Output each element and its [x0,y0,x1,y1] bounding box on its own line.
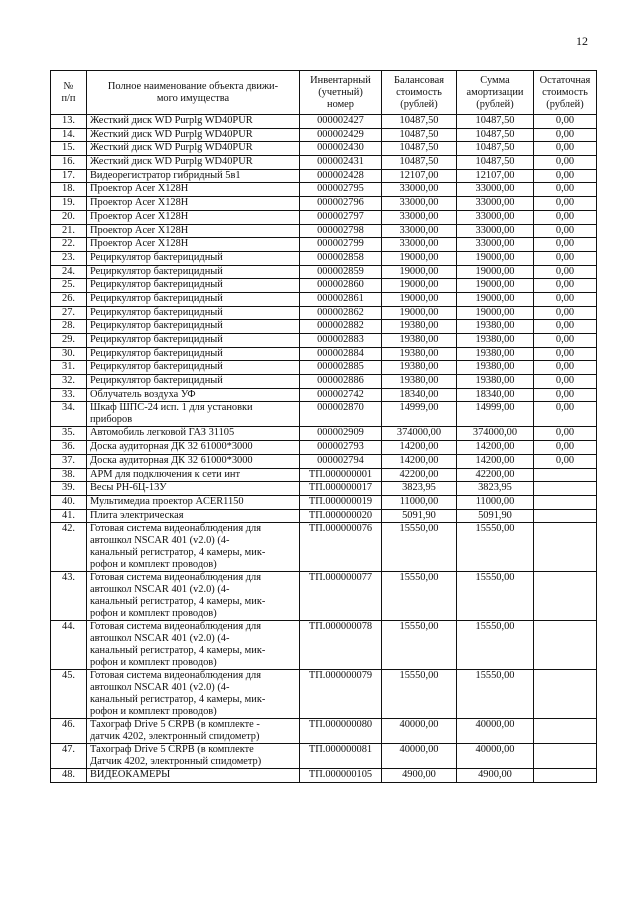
row-amortization: 19380,00 [457,347,534,361]
row-amortization: 40000,00 [457,719,534,744]
row-residual-value: 0,00 [534,251,597,265]
row-residual-value: 0,00 [534,224,597,238]
row-balance-value: 19000,00 [382,265,457,279]
table-row [51,265,597,279]
row-name: Готовая система видеонаблюдения для автошкол NSCAR 401 (v2.0) (4- канальный регистратор, 4 камеры, мик- рофон и комплект проводов) [87,621,300,670]
row-amortization: 33000,00 [457,224,534,238]
row-residual-value [534,744,597,769]
row-balance-value: 10487,50 [382,115,457,129]
row-balance-value: 19380,00 [382,375,457,389]
header-name: Полное наименование объекта движи- мого имущества [87,71,300,115]
row-inventory-number: ТП.000000081 [300,744,382,769]
header-balance-value: Балансовая стоимость (рублей) [382,71,457,115]
table-row [51,156,597,170]
row-name: Видеорегистратор гибридный 5в1 [87,169,300,183]
row-amortization: 19000,00 [457,265,534,279]
table-row [51,210,597,224]
row-residual-value: 0,00 [534,306,597,320]
table-row [51,495,597,509]
row-balance-value: 19000,00 [382,292,457,306]
row-residual-value: 0,00 [534,320,597,334]
row-residual-value: 0,00 [534,238,597,252]
row-name: Рециркулятор бактерицидный [87,320,300,334]
row-number: 45. [51,670,87,719]
row-number: 46. [51,719,87,744]
row-residual-value [534,621,597,670]
table-row [51,482,597,496]
row-amortization: 10487,50 [457,128,534,142]
row-balance-value: 33000,00 [382,210,457,224]
row-name: Шкаф ШПС-24 исп. 1 для установки приборов [87,402,300,427]
row-amortization: 19000,00 [457,292,534,306]
table-row [51,224,597,238]
table-row [51,320,597,334]
row-balance-value: 19380,00 [382,361,457,375]
row-inventory-number: ТП.000000076 [300,523,382,572]
table-row [51,670,597,719]
row-name: Плита электрическая [87,509,300,523]
row-balance-value: 18340,00 [382,388,457,402]
table-row [51,306,597,320]
row-number: 34. [51,402,87,427]
row-inventory-number: 000002796 [300,197,382,211]
row-residual-value: 0,00 [534,441,597,455]
row-amortization: 19380,00 [457,361,534,375]
row-inventory-number: 000002428 [300,169,382,183]
row-inventory-number: 000002429 [300,128,382,142]
row-name: Рециркулятор бактерицидный [87,279,300,293]
row-inventory-number: 000002862 [300,306,382,320]
row-inventory-number: ТП.000000078 [300,621,382,670]
table-row [51,251,597,265]
row-amortization: 19380,00 [457,375,534,389]
row-balance-value: 12107,00 [382,169,457,183]
table-row [51,361,597,375]
row-balance-value: 33000,00 [382,238,457,252]
row-inventory-number: 000002882 [300,320,382,334]
row-number: 28. [51,320,87,334]
row-balance-value: 15550,00 [382,670,457,719]
row-amortization: 15550,00 [457,523,534,572]
row-amortization: 14200,00 [457,454,534,468]
row-residual-value: 0,00 [534,292,597,306]
row-residual-value: 0,00 [534,169,597,183]
row-inventory-number: ТП.000000001 [300,468,382,482]
row-name: Рециркулятор бактерицидный [87,251,300,265]
header-inventory-number: Инвентарный (учетный) номер [300,71,382,115]
row-balance-value: 19000,00 [382,306,457,320]
row-name: Рециркулятор бактерицидный [87,375,300,389]
table-row [51,427,597,441]
row-residual-value: 0,00 [534,210,597,224]
row-name: Готовая система видеонаблюдения для автошкол NSCAR 401 (v2.0) (4- канальный регистратор, 4 камеры, мик- рофон и комплект проводов) [87,670,300,719]
row-name: Рециркулятор бактерицидный [87,265,300,279]
row-amortization: 10487,50 [457,156,534,170]
row-amortization: 10487,50 [457,115,534,129]
row-balance-value: 19380,00 [382,320,457,334]
row-inventory-number: 000002909 [300,427,382,441]
row-name: Жесткий диск WD Purplg WD40PUR [87,156,300,170]
row-number: 27. [51,306,87,320]
row-residual-value: 0,00 [534,279,597,293]
row-residual-value: 0,00 [534,334,597,348]
row-residual-value: 0,00 [534,156,597,170]
table-row [51,128,597,142]
row-balance-value: 40000,00 [382,744,457,769]
row-number: 40. [51,495,87,509]
row-inventory-number: 000002858 [300,251,382,265]
row-inventory-number: ТП.000000080 [300,719,382,744]
row-name: АРМ для подключения к сети инт [87,468,300,482]
row-inventory-number: ТП.000000079 [300,670,382,719]
row-name: Доска аудиторная ДК 32 61000*3000 [87,441,300,455]
table-row [51,334,597,348]
table-row [51,169,597,183]
row-inventory-number: ТП.000000077 [300,572,382,621]
row-residual-value: 0,00 [534,375,597,389]
row-residual-value: 0,00 [534,128,597,142]
row-residual-value [534,482,597,496]
row-name: Проектор Acer X128H [87,210,300,224]
row-number: 26. [51,292,87,306]
row-number: 30. [51,347,87,361]
row-inventory-number: 000002742 [300,388,382,402]
row-number: 22. [51,238,87,252]
table-row [51,142,597,156]
row-balance-value: 11000,00 [382,495,457,509]
row-number: 35. [51,427,87,441]
row-balance-value: 374000,00 [382,427,457,441]
row-number: 44. [51,621,87,670]
row-name: Весы РН-6Ц-13У [87,482,300,496]
row-number: 14. [51,128,87,142]
table-row [51,292,597,306]
row-amortization: 14999,00 [457,402,534,427]
row-residual-value [534,523,597,572]
row-inventory-number: 000002430 [300,142,382,156]
row-name: ВИДЕОКАМЕРЫ [87,769,300,783]
table-row [51,183,597,197]
table-row [51,454,597,468]
row-number: 15. [51,142,87,156]
row-residual-value [534,769,597,783]
row-amortization: 10487,50 [457,142,534,156]
row-name: Жесткий диск WD Purplg WD40PUR [87,142,300,156]
table-row [51,402,597,427]
row-inventory-number: 000002794 [300,454,382,468]
row-inventory-number: 000002885 [300,361,382,375]
row-name: Доска аудиторная ДК 32 61000*3000 [87,454,300,468]
row-amortization: 42200,00 [457,468,534,482]
row-inventory-number: 000002860 [300,279,382,293]
row-residual-value [534,468,597,482]
row-balance-value: 10487,50 [382,156,457,170]
row-name: Рециркулятор бактерицидный [87,334,300,348]
table-row [51,347,597,361]
row-amortization: 11000,00 [457,495,534,509]
row-balance-value: 14999,00 [382,402,457,427]
row-name: Проектор Acer X128H [87,183,300,197]
row-residual-value: 0,00 [534,265,597,279]
row-balance-value: 19000,00 [382,251,457,265]
row-amortization: 33000,00 [457,238,534,252]
row-name: Автомобиль легковой ГАЗ 31105 [87,427,300,441]
row-residual-value [534,509,597,523]
row-residual-value [534,495,597,509]
row-name: Облучатель воздуха УФ [87,388,300,402]
property-table [50,70,597,783]
row-residual-value: 0,00 [534,142,597,156]
row-amortization: 33000,00 [457,197,534,211]
row-number: 32. [51,375,87,389]
table-row [51,744,597,769]
row-name: Мультимедиа проектор ACER1150 [87,495,300,509]
table-row [51,468,597,482]
row-balance-value: 15550,00 [382,523,457,572]
row-balance-value: 42200,00 [382,468,457,482]
row-amortization: 15550,00 [457,572,534,621]
row-number: 29. [51,334,87,348]
table-row [51,523,597,572]
table-body [51,115,597,783]
row-balance-value: 33000,00 [382,183,457,197]
row-inventory-number: 000002861 [300,292,382,306]
row-amortization: 18340,00 [457,388,534,402]
row-amortization: 40000,00 [457,744,534,769]
row-amortization: 14200,00 [457,441,534,455]
row-residual-value: 0,00 [534,402,597,427]
row-amortization: 19000,00 [457,251,534,265]
table-row [51,388,597,402]
row-number: 25. [51,279,87,293]
row-inventory-number: ТП.000000017 [300,482,382,496]
row-number: 33. [51,388,87,402]
row-balance-value: 19380,00 [382,347,457,361]
row-residual-value: 0,00 [534,361,597,375]
row-amortization: 4900,00 [457,769,534,783]
row-amortization: 19380,00 [457,320,534,334]
row-amortization: 19000,00 [457,279,534,293]
row-number: 38. [51,468,87,482]
row-balance-value: 19380,00 [382,334,457,348]
table-row [51,719,597,744]
row-number: 19. [51,197,87,211]
row-amortization: 15550,00 [457,670,534,719]
table-row [51,115,597,129]
row-inventory-number: 000002883 [300,334,382,348]
row-number: 17. [51,169,87,183]
row-inventory-number: 000002884 [300,347,382,361]
table-row [51,769,597,783]
row-number: 48. [51,769,87,783]
row-name: Жесткий диск WD Purplg WD40PUR [87,128,300,142]
row-number: 21. [51,224,87,238]
row-balance-value: 14200,00 [382,454,457,468]
table-row [51,572,597,621]
row-residual-value [534,670,597,719]
header-amortization: Сумма амортизации (рублей) [457,71,534,115]
row-name: Тахограф Drive 5 CRPB (в комплекте - датчик 4202, электронный спидометр) [87,719,300,744]
row-inventory-number: 000002793 [300,441,382,455]
row-inventory-number: 000002797 [300,210,382,224]
row-amortization: 3823,95 [457,482,534,496]
row-residual-value [534,572,597,621]
row-residual-value: 0,00 [534,183,597,197]
table-row [51,509,597,523]
row-number: 13. [51,115,87,129]
row-name: Проектор Acer X128H [87,238,300,252]
row-inventory-number: 000002859 [300,265,382,279]
row-number: 23. [51,251,87,265]
row-number: 18. [51,183,87,197]
header-residual-value: Остаточная стоимость (рублей) [534,71,597,115]
row-name: Проектор Acer X128H [87,224,300,238]
row-inventory-number: 000002795 [300,183,382,197]
row-amortization: 19000,00 [457,306,534,320]
row-inventory-number: 000002886 [300,375,382,389]
row-number: 39. [51,482,87,496]
table-row [51,279,597,293]
row-balance-value: 33000,00 [382,197,457,211]
row-residual-value: 0,00 [534,454,597,468]
row-number: 37. [51,454,87,468]
row-balance-value: 19000,00 [382,279,457,293]
row-inventory-number: 000002427 [300,115,382,129]
table-row [51,375,597,389]
row-name: Рециркулятор бактерицидный [87,306,300,320]
row-balance-value: 40000,00 [382,719,457,744]
row-inventory-number: ТП.000000019 [300,495,382,509]
row-amortization: 5091,90 [457,509,534,523]
row-amortization: 33000,00 [457,183,534,197]
row-inventory-number: ТП.000000105 [300,769,382,783]
row-residual-value [534,719,597,744]
row-number: 41. [51,509,87,523]
row-residual-value: 0,00 [534,427,597,441]
row-balance-value: 10487,50 [382,128,457,142]
row-inventory-number: 000002431 [300,156,382,170]
row-name: Рециркулятор бактерицидный [87,361,300,375]
row-name: Готовая система видеонаблюдения для автошкол NSCAR 401 (v2.0) (4- канальный регистратор, 4 камеры, мик- рофон и комплект проводов) [87,523,300,572]
row-number: 42. [51,523,87,572]
row-inventory-number: ТП.000000020 [300,509,382,523]
page-number: 12 [576,34,588,48]
table-row [51,197,597,211]
row-name: Жесткий диск WD Purplg WD40PUR [87,115,300,129]
row-balance-value: 4900,00 [382,769,457,783]
row-number: 31. [51,361,87,375]
row-number: 24. [51,265,87,279]
table-row [51,621,597,670]
row-balance-value: 33000,00 [382,224,457,238]
row-number: 36. [51,441,87,455]
header-number: № п/п [51,71,87,115]
row-balance-value: 14200,00 [382,441,457,455]
row-residual-value: 0,00 [534,347,597,361]
row-inventory-number: 000002798 [300,224,382,238]
row-name: Проектор Acer X128H [87,197,300,211]
row-balance-value: 3823,95 [382,482,457,496]
row-name: Тахограф Drive 5 CRPB (в комплекте Датчик 4202, электронный спидометр) [87,744,300,769]
row-name: Готовая система видеонаблюдения для автошкол NSCAR 401 (v2.0) (4- канальный регистратор, 4 камеры, мик- рофон и комплект проводов) [87,572,300,621]
row-amortization: 374000,00 [457,427,534,441]
row-name: Рециркулятор бактерицидный [87,347,300,361]
row-inventory-number: 000002870 [300,402,382,427]
row-amortization: 19380,00 [457,334,534,348]
row-residual-value: 0,00 [534,388,597,402]
row-number: 47. [51,744,87,769]
row-balance-value: 15550,00 [382,572,457,621]
row-number: 43. [51,572,87,621]
row-inventory-number: 000002799 [300,238,382,252]
row-amortization: 33000,00 [457,210,534,224]
row-amortization: 15550,00 [457,621,534,670]
row-residual-value: 0,00 [534,115,597,129]
row-balance-value: 15550,00 [382,621,457,670]
row-amortization: 12107,00 [457,169,534,183]
table-row [51,441,597,455]
row-balance-value: 5091,90 [382,509,457,523]
row-name: Рециркулятор бактерицидный [87,292,300,306]
table-row [51,238,597,252]
row-balance-value: 10487,50 [382,142,457,156]
row-number: 16. [51,156,87,170]
row-residual-value: 0,00 [534,197,597,211]
table-header-row [51,71,597,115]
row-number: 20. [51,210,87,224]
